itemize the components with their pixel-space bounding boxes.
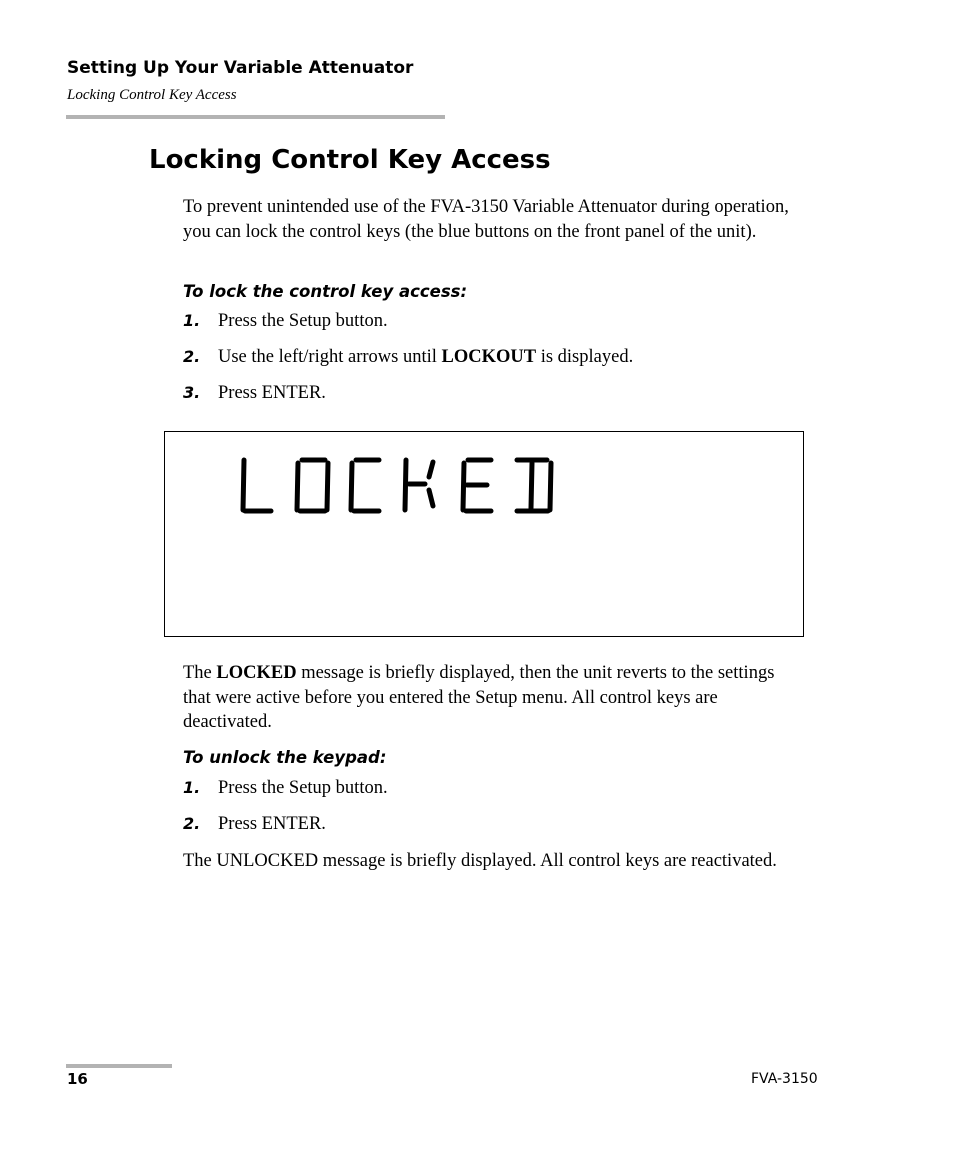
step-keyword: LOCKOUT xyxy=(441,347,537,367)
intro-paragraph: To prevent unintended use of the FVA-3150 Variable Attenuator during operation, you can lock the control keys (the blue buttons on the front panel of the unit). xyxy=(183,197,789,242)
unlock-procedure-title: To unlock the keypad: xyxy=(183,748,387,767)
footer-model: FVA-3150 xyxy=(751,1071,818,1087)
lock-step-3 xyxy=(183,383,326,404)
lcd-char-L xyxy=(243,460,271,511)
para-text: The xyxy=(183,663,217,683)
step-number: 2. xyxy=(183,347,201,366)
step-number: 2. xyxy=(183,814,201,833)
step-text: Press the Setup button. xyxy=(218,778,388,798)
lcd-char-C xyxy=(351,460,379,511)
running-header-subtitle: Locking Control Key Access xyxy=(67,87,237,103)
step-number: 1. xyxy=(183,311,201,330)
lock-step-1 xyxy=(183,311,388,332)
step-text: Use the left/right arrows until xyxy=(218,347,442,367)
locked-message-paragraph xyxy=(183,661,803,735)
lcd-display-figure xyxy=(164,431,804,637)
section-heading: Locking Control Key Access xyxy=(149,145,551,175)
page-number: 16 xyxy=(67,1070,88,1088)
unlocked-message-paragraph: The UNLOCKED message is briefly displayed. All control keys are reactivated. xyxy=(183,851,777,871)
para-text-end: message is briefly displayed, then the unit reverts to the settings that were active before you entered the Setup menu. All control keys are deactivated. xyxy=(183,663,775,732)
lcd-char-E xyxy=(463,460,491,511)
para-keyword: LOCKED xyxy=(216,663,297,683)
header-rule xyxy=(66,115,445,119)
unlock-step-1 xyxy=(183,778,388,799)
unlock-step-2 xyxy=(183,814,326,835)
step-text: Press ENTER. xyxy=(218,383,326,403)
lcd-char-D xyxy=(517,460,551,511)
lock-procedure-title: To lock the control key access: xyxy=(183,282,468,301)
step-text: Press ENTER. xyxy=(218,814,326,834)
step-text-end: is displayed. xyxy=(536,347,634,367)
lcd-segment-glyphs xyxy=(165,432,805,638)
footer-rule xyxy=(66,1064,172,1068)
lcd-char-O xyxy=(297,460,328,511)
step-number: 3. xyxy=(183,383,201,402)
lock-step-2 xyxy=(183,347,633,368)
step-text: Press the Setup button. xyxy=(218,311,388,331)
lcd-char-K xyxy=(405,460,433,510)
step-number: 1. xyxy=(183,778,201,797)
running-header-title: Setting Up Your Variable Attenuator xyxy=(67,58,414,78)
